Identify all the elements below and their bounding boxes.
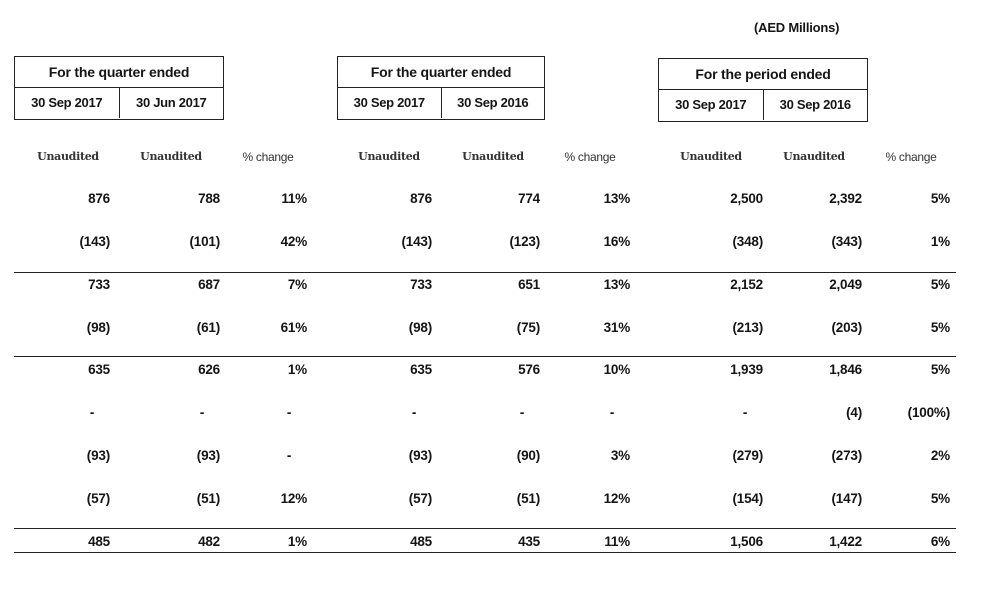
group-title: For the period ended [659, 59, 867, 90]
header-box-period [658, 58, 868, 122]
table-cell: 5% [930, 362, 950, 377]
table-cell: - [286, 448, 292, 463]
group-date: 30 Jun 2017 [119, 88, 224, 118]
table-cell: 61% [280, 320, 307, 335]
units-label: (AED Millions) [754, 20, 840, 35]
table-cell: (75) [516, 320, 540, 335]
table-cell: 10% [603, 362, 630, 377]
table-cell: (123) [509, 234, 540, 249]
table-cell: 5% [930, 191, 950, 206]
table-cell: 733 [410, 277, 432, 292]
table-cell: 16% [603, 234, 630, 249]
table-cell: (100%) [907, 405, 950, 420]
table-cell: 635 [410, 362, 432, 377]
table-cell: 485 [88, 534, 110, 549]
group-date: 30 Sep 2016 [763, 90, 868, 120]
table-cell: (143) [79, 234, 110, 249]
table-cell: (93) [86, 448, 110, 463]
table-cell: 1% [930, 234, 950, 249]
table-cell: (147) [831, 491, 862, 506]
table-cell: - [286, 405, 292, 420]
group-date: 30 Sep 2016 [441, 88, 545, 118]
subtotal-rule [14, 356, 956, 357]
table-cell: 876 [88, 191, 110, 206]
table-cell: (4) [846, 405, 862, 420]
table-cell: 1,846 [829, 362, 862, 377]
table-cell: (93) [196, 448, 220, 463]
table-cell: - [89, 405, 95, 420]
table-cell: 1,422 [829, 534, 862, 549]
table-cell: 635 [88, 362, 110, 377]
table-cell: 2% [930, 448, 950, 463]
column-header: Unaudited [140, 150, 202, 163]
group-date: 30 Sep 2017 [353, 95, 425, 110]
group-date: 30 Sep 2017 [675, 97, 747, 112]
table-cell: (98) [86, 320, 110, 335]
table-cell: (343) [831, 234, 862, 249]
table-cell: 626 [198, 362, 220, 377]
table-cell: (57) [86, 491, 110, 506]
table-cell: - [519, 405, 525, 420]
table-cell: 12% [603, 491, 630, 506]
group-date: 30 Sep 2017 [31, 95, 103, 110]
table-cell: - [742, 405, 748, 420]
table-cell: 651 [518, 277, 540, 292]
table-cell: 1,506 [730, 534, 763, 549]
table-cell: (143) [401, 234, 432, 249]
table-cell: - [199, 405, 205, 420]
table-cell: (51) [516, 491, 540, 506]
total-rule-bottom [14, 552, 956, 553]
table-cell: (51) [196, 491, 220, 506]
table-cell: 1% [287, 362, 307, 377]
column-header: Unaudited [783, 150, 845, 163]
table-cell: 5% [930, 320, 950, 335]
table-cell: (154) [732, 491, 763, 506]
table-cell: 2,392 [829, 191, 862, 206]
table-cell: (273) [831, 448, 862, 463]
table-cell: 5% [930, 491, 950, 506]
table-cell: 2,500 [730, 191, 763, 206]
subtotal-rule [14, 272, 956, 273]
table-cell: (213) [732, 320, 763, 335]
total-rule-top [14, 528, 956, 529]
table-cell: - [609, 405, 615, 420]
table-cell: 576 [518, 362, 540, 377]
table-cell: (101) [189, 234, 220, 249]
header-box-q-sep [337, 56, 545, 120]
table-cell: 13% [603, 191, 630, 206]
group-title: For the quarter ended [15, 57, 223, 88]
column-header: % change [885, 150, 937, 164]
table-cell: 687 [198, 277, 220, 292]
table-cell: 2,152 [730, 277, 763, 292]
table-cell: 1% [287, 534, 307, 549]
table-cell: 31% [603, 320, 630, 335]
table-cell: 11% [604, 534, 630, 549]
table-cell: 435 [518, 534, 540, 549]
table-cell: (348) [732, 234, 763, 249]
header-box-q-jun [14, 56, 224, 120]
column-header: Unaudited [680, 150, 742, 163]
table-cell: 42% [280, 234, 307, 249]
table-cell: 13% [603, 277, 630, 292]
table-cell: 12% [280, 491, 307, 506]
table-cell: 3% [610, 448, 630, 463]
table-cell: 788 [198, 191, 220, 206]
column-header: Unaudited [462, 150, 524, 163]
table-cell: 5% [930, 277, 950, 292]
column-header: Unaudited [37, 150, 99, 163]
table-cell: 11% [281, 191, 307, 206]
table-cell: 6% [930, 534, 950, 549]
table-cell: 485 [410, 534, 432, 549]
column-header: % change [564, 150, 616, 164]
table-cell: 774 [518, 191, 540, 206]
group-title: For the quarter ended [338, 57, 544, 88]
table-cell: (90) [516, 448, 540, 463]
table-cell: 876 [410, 191, 432, 206]
column-header: % change [242, 150, 294, 164]
table-cell: - [411, 405, 417, 420]
table-cell: 482 [198, 534, 220, 549]
column-header: Unaudited [358, 150, 420, 163]
table-cell: (61) [196, 320, 220, 335]
table-cell: (279) [732, 448, 763, 463]
table-cell: (57) [408, 491, 432, 506]
table-cell: 7% [287, 277, 307, 292]
table-cell: (203) [831, 320, 862, 335]
table-cell: 1,939 [730, 362, 763, 377]
table-cell: 733 [88, 277, 110, 292]
table-cell: (98) [408, 320, 432, 335]
table-cell: 2,049 [829, 277, 862, 292]
table-cell: (93) [408, 448, 432, 463]
